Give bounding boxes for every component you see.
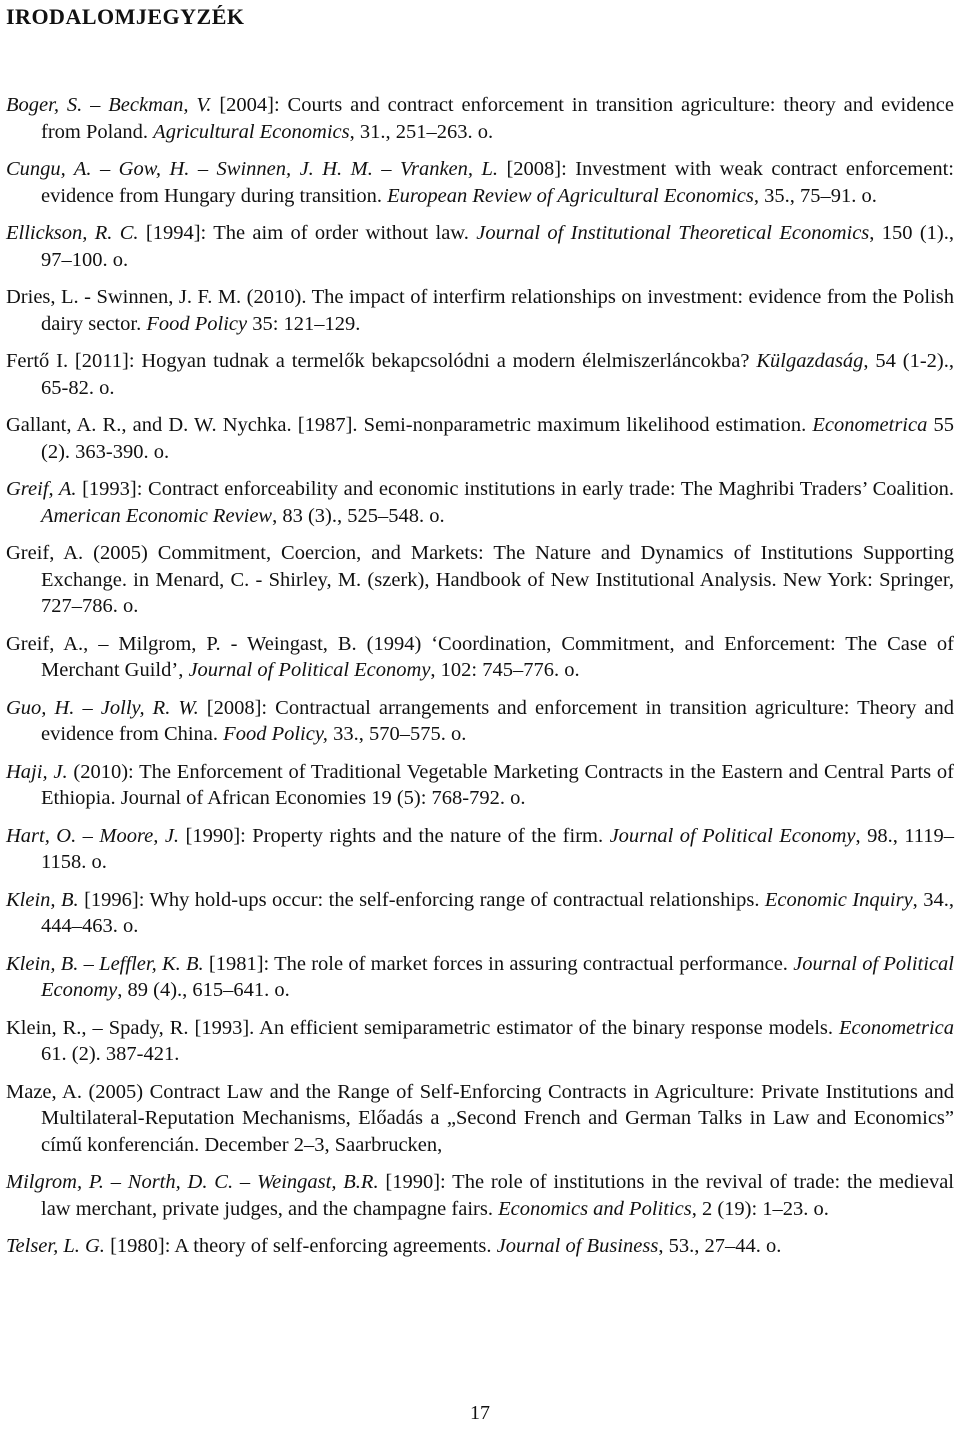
reference-text: (2010): The Enforcement of Traditional Vegetable Marketing Contracts in the Eastern and Central Parts of Ethiopia. Journal of African Economies 19 (5): 768-792. o.	[41, 760, 954, 809]
reference-entry	[6, 540, 954, 620]
reference-list	[6, 92, 954, 1260]
reference-entry	[6, 92, 954, 145]
reference-text: , 53., 27–44. o.	[658, 1235, 782, 1257]
reference-italic-text: Milgrom, P. – North, D. C. – Weingast, B.R.	[6, 1171, 386, 1193]
reference-entry	[6, 1079, 954, 1159]
reference-text: , 98., 1119–1158. o.	[41, 824, 954, 873]
reference-text: , 31., 251–263. o.	[349, 120, 494, 143]
reference-italic-text: Econometrica	[812, 414, 928, 436]
reference-text: [2004]: Courts and contract enforcement in transition agriculture: theory and evidence from Poland.	[41, 94, 954, 143]
reference-text: , 35., 75–91. o.	[753, 184, 877, 207]
reference-entry	[6, 631, 954, 684]
reference-italic-text: Economic Inquiry	[764, 888, 913, 911]
reference-italic-text: Journal of Political Economy	[41, 952, 954, 1001]
reference-italic-text: Journal of Business	[496, 1235, 659, 1257]
page-number: 17	[470, 1402, 490, 1424]
reference-italic-text: Greif, A.	[6, 478, 83, 500]
reference-text: [1996]: Why hold-ups occur: the self-enforcing range of contractual relationships.	[84, 888, 765, 911]
reference-entry	[6, 412, 954, 465]
reference-entry	[6, 695, 954, 748]
reference-italic-text: Klein, B.	[6, 888, 85, 911]
reference-italic-text: Economics and Politics	[498, 1197, 692, 1220]
reference-entry	[6, 476, 954, 529]
reference-text: , 34., 444–463. o.	[41, 888, 954, 937]
reference-italic-text: American Economic Review	[41, 504, 273, 527]
reference-text: [1990]: Property rights and the nature of the firm.	[185, 824, 610, 847]
reference-text: , 83 (3)., 525–548. o.	[272, 504, 445, 527]
page-heading: IRODALOMJEGYZÉK	[6, 4, 245, 29]
reference-text: Fertő I. [2011]: Hogyan tudnak a termelők bekapcsolódni a modern élelmiszerláncokba?	[6, 350, 757, 372]
reference-text: [1993]: Contract enforceability and economic institutions in early trade: The Maghribi Traders’ Coalition.	[82, 478, 954, 500]
reference-text: 35: 121–129.	[247, 312, 361, 335]
reference-italic-text: Cungu, A. – Gow, H. – Swinnen, J. H. M. – Vranken, L.	[6, 158, 507, 180]
reference-italic-text: Klein, B. – Leffler, K. B.	[6, 952, 209, 975]
reference-entry	[6, 1233, 954, 1260]
reference-text: Klein, R., – Spady, R. [1993]. An efficient semiparametric estimator of the binary response models.	[6, 1016, 839, 1039]
reference-italic-text: Journal of Institutional Theoretical Economics	[476, 222, 870, 244]
reference-text: , 102: 745–776. o.	[430, 659, 580, 681]
reference-italic-text: Journal of Political Economy	[188, 659, 431, 681]
reference-entry	[6, 887, 954, 940]
reference-text: Gallant, A. R., and D. W. Nychka. [1987]. Semi-nonparametric maximum likelihood estimation.	[6, 414, 813, 436]
reference-text: , 89 (4)., 615–641. o.	[117, 979, 290, 1001]
reference-text: [1981]: The role of market forces in assuring contractual performance.	[208, 952, 794, 975]
reference-text: 61. (2). 387-421.	[41, 1043, 180, 1065]
reference-text: , 2 (19): 1–23. o.	[691, 1197, 829, 1220]
reference-text: Greif, A. (2005) Commitment, Coercion, and Markets: The Nature and Dynamics of Institutions Supporting Exchange. in Menard, C. - Shirley, M. (szerk), Handbook of New Institutional Analysis. New York: Springer, 727–786. o.	[6, 542, 954, 617]
reference-text: Maze, A. (2005) Contract Law and the Range of Self-Enforcing Contracts in Agriculture: Private Institutions and Multilateral-Reputation Mechanisms, Előadás a „Second French and German Talks in Law and Economics” című konferencián. December 2–3, Saarbrucken,	[6, 1080, 954, 1156]
reference-italic-text: Agricultural Economics	[153, 120, 350, 143]
reference-entry	[6, 1015, 954, 1068]
reference-italic-text: Food Policy,	[223, 723, 328, 745]
reference-italic-text: Guo, H. – Jolly, R. W.	[6, 696, 207, 719]
reference-italic-text: Hart, O. – Moore, J.	[6, 824, 186, 847]
reference-text: 33., 570–575. o.	[327, 723, 467, 745]
reference-text: Greif, A., – Milgrom, P. - Weingast, B. (1994) ‘Coordination, Commitment, and Enforcement: The Case of Merchant Guild’,	[6, 632, 954, 681]
reference-entry	[6, 823, 954, 876]
reference-italic-text: European Review of Agricultural Economics	[387, 184, 754, 207]
reference-entry	[6, 284, 954, 337]
reference-entry	[6, 220, 954, 273]
reference-text: Dries, L. - Swinnen, J. F. M. (2010). The impact of interfirm relationships on investment: evidence from the Polish dairy sector.	[6, 286, 954, 335]
reference-entry	[6, 156, 954, 209]
reference-italic-text: Econometrica	[839, 1016, 954, 1039]
reference-italic-text: Food Policy	[146, 312, 248, 335]
reference-text: [1980]: A theory of self-enforcing agreements.	[110, 1235, 497, 1257]
reference-text: [1994]: The aim of order without law.	[145, 222, 477, 244]
reference-text: [2008]: Investment with weak contract enforcement: evidence from Hungary during transition.	[41, 158, 954, 207]
reference-text: , 150 (1)., 97–100. o.	[41, 222, 954, 271]
reference-italic-text: Telser, L. G.	[6, 1235, 111, 1257]
reference-entry	[6, 1169, 954, 1222]
reference-italic-text: Journal of Political Economy	[609, 824, 856, 847]
reference-entry	[6, 348, 954, 401]
reference-entry	[6, 951, 954, 1004]
reference-italic-text: Haji, J.	[6, 760, 74, 783]
reference-text: [2008]: Contractual arrangements and enforcement in transition agriculture: Theory and evidence from China.	[41, 696, 954, 745]
reference-text: [1990]: The role of institutions in the revival of trade: the medieval law merchant, private judges, and the champagne fairs.	[41, 1171, 954, 1220]
reference-entry	[6, 759, 954, 812]
reference-italic-text: Boger, S. – Beckman, V.	[6, 94, 220, 116]
reference-text: , 54 (1-2)., 65-82. o.	[41, 350, 954, 399]
reference-italic-text: Külgazdaság	[756, 350, 864, 372]
reference-italic-text: Ellickson, R. C.	[6, 222, 146, 244]
reference-text: 55 (2). 363-390. o.	[41, 414, 954, 463]
